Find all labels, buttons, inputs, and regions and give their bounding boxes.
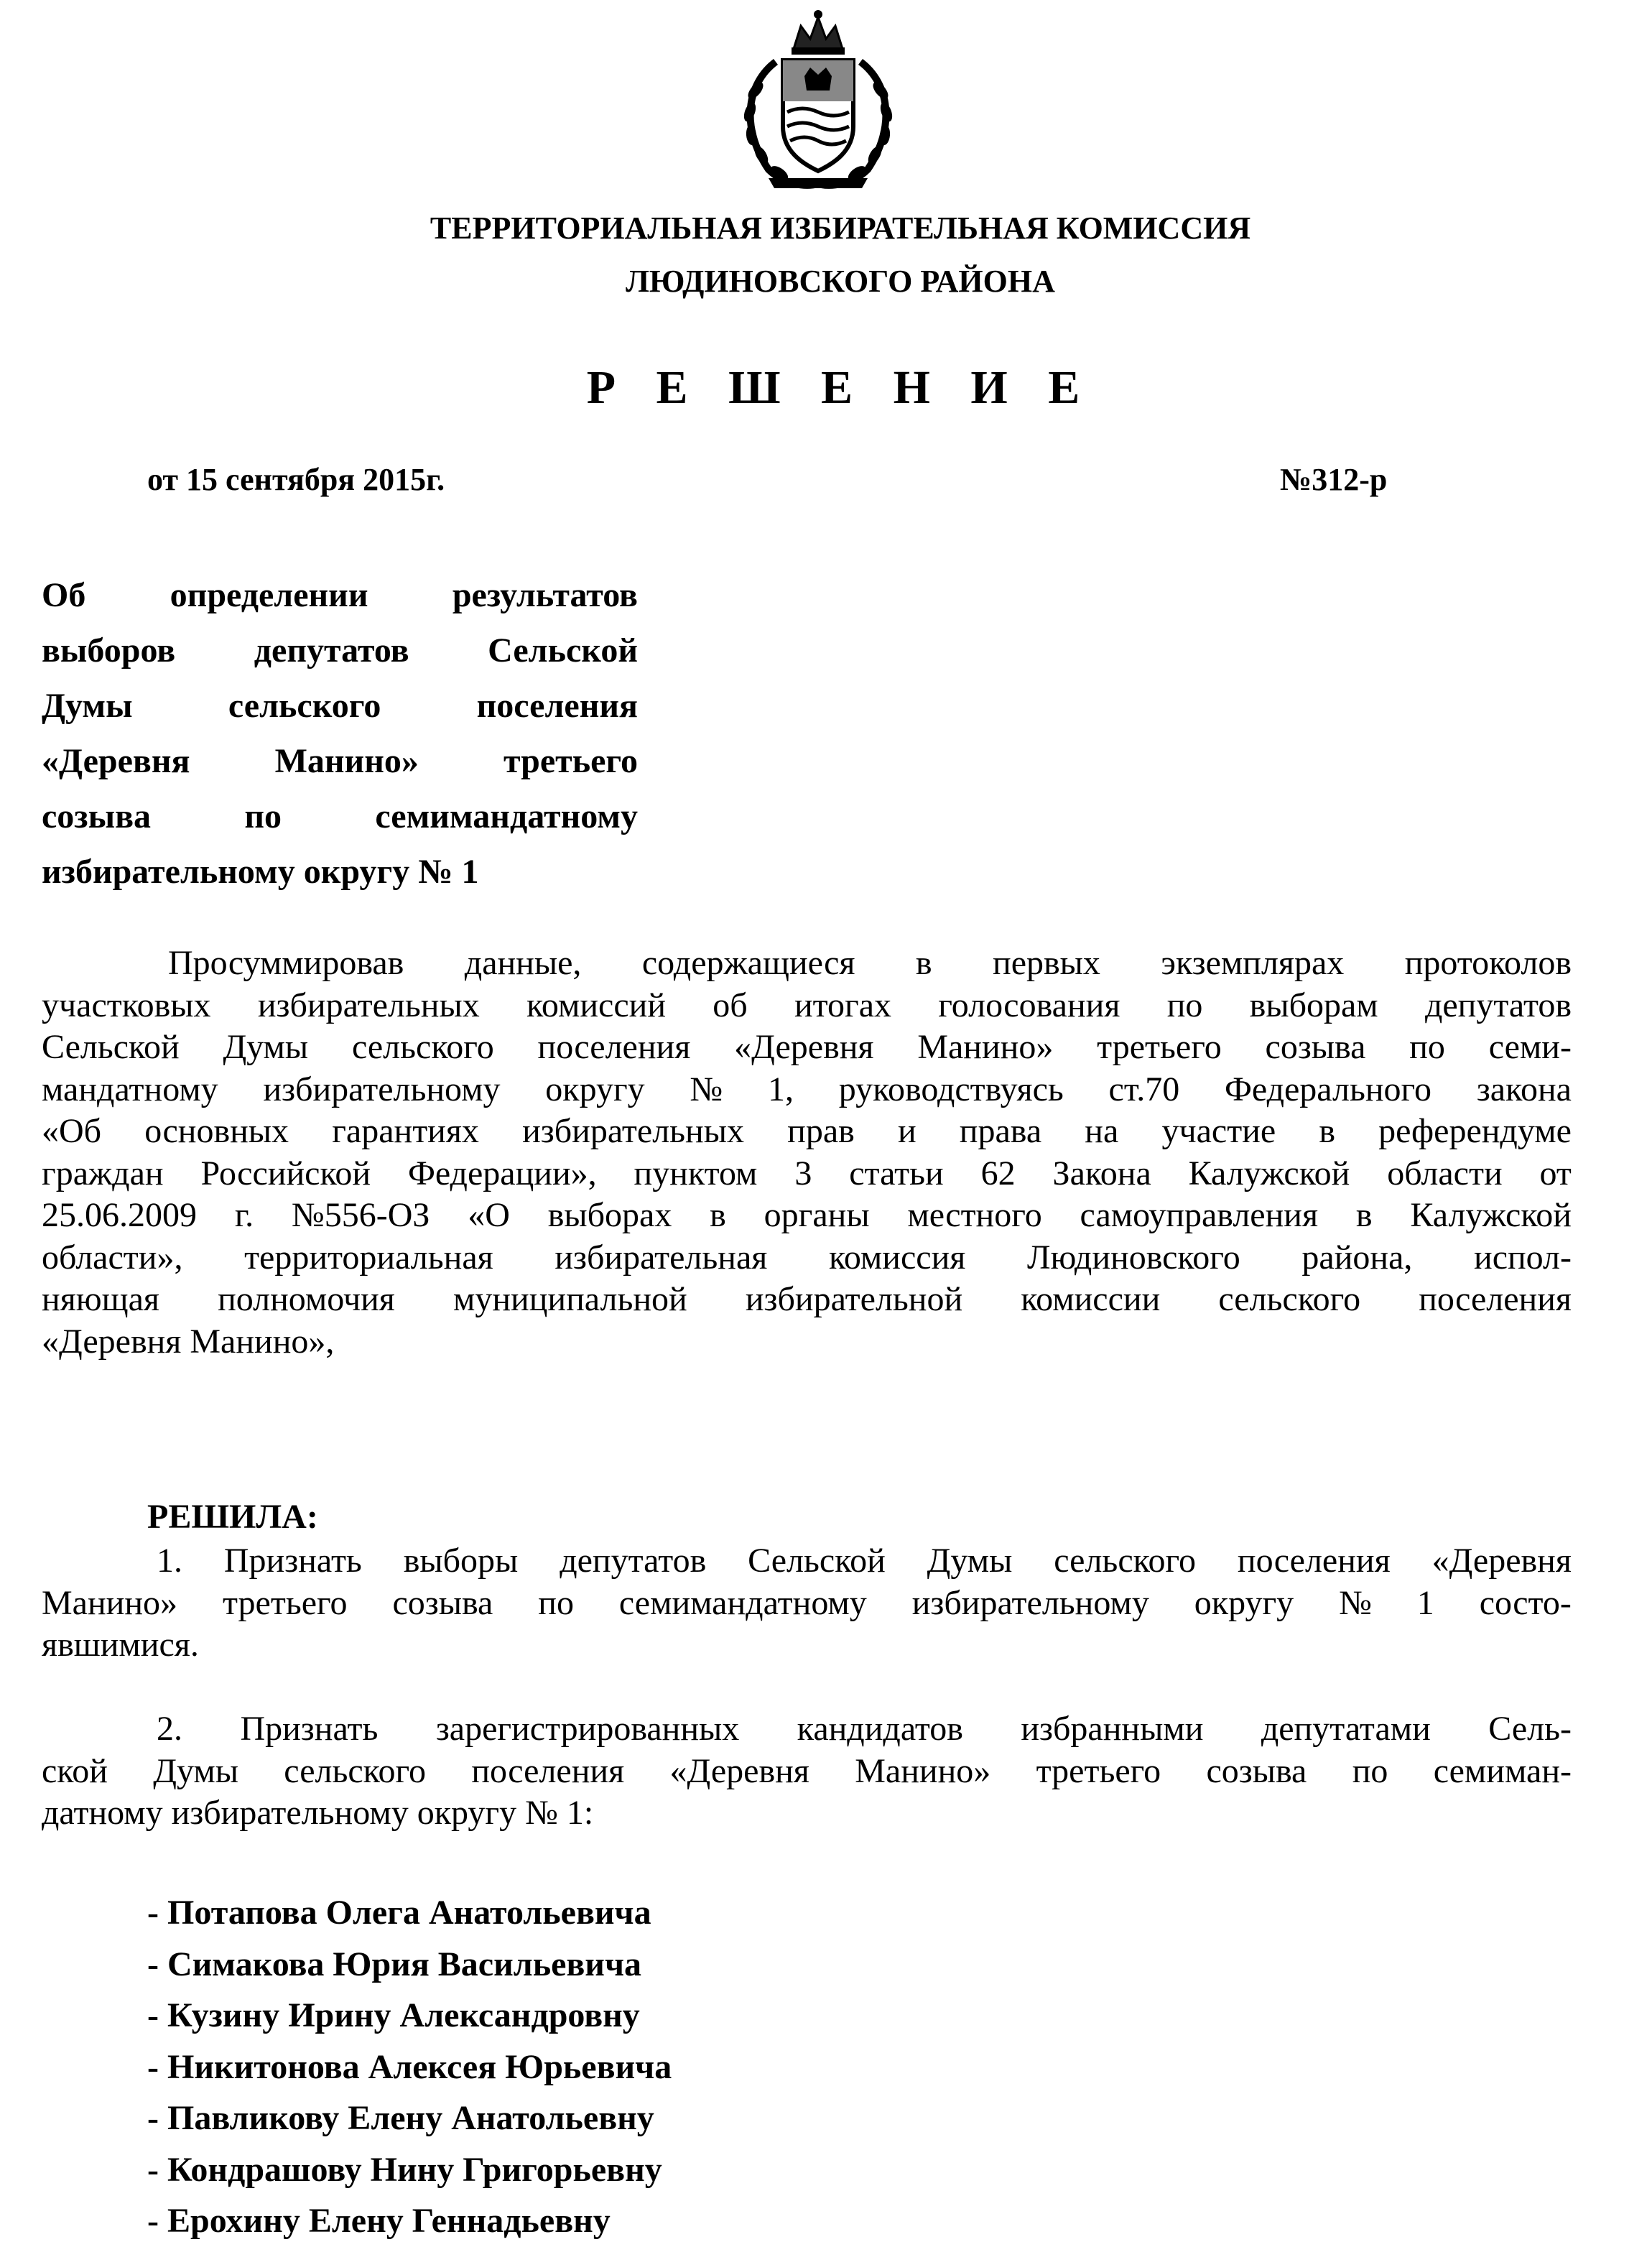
text-line: «Деревня Манино», <box>42 1322 335 1361</box>
organization-name-line2: ЛЮДИНОВСКОГО РАЙОНА <box>626 264 1055 299</box>
subject-line: созыва по семимандатному <box>42 797 638 835</box>
text-line: Манино» третьего созыва по семимандатному избирательному округу № 1 состо- <box>42 1583 1572 1622</box>
text-line: 1. Признать выборы депутатов Сельской Думы сельского поселения «Деревня <box>157 1542 1572 1580</box>
subject-line: Об определении результатов <box>42 576 638 614</box>
text-line: Сельской Думы сельского поселения «Деревня Манино» третьего созыва по семи- <box>42 1028 1572 1066</box>
elected-candidate: - Кондрашову Нину Григорьевну <box>147 2150 662 2189</box>
subject-line: «Деревня Манино» третьего <box>42 742 638 780</box>
elected-candidate: - Потапова Олега Анатольевича <box>147 1894 651 1932</box>
elected-candidate: - Кузину Ирину Александровну <box>147 1996 640 2034</box>
elected-candidate: - Павликову Елену Анатольевну <box>147 2099 654 2137</box>
text-line: датному избирательному округу № 1: <box>42 1794 594 1832</box>
text-line: явшимися. <box>42 1626 199 1664</box>
elected-candidate: - Симакова Юрия Васильевича <box>147 1945 642 1983</box>
text-line: 2. Признать зарегистрированных кандидатов избранными депутатами Сель- <box>157 1710 1572 1748</box>
text-line: участковых избирательных комиссий об итогах голосования по выборам депутатов <box>42 986 1572 1024</box>
subject-line: избирательному округу № 1 <box>42 853 479 891</box>
document-date: от 15 сентября 2015г. <box>147 462 445 497</box>
subject-line: Думы сельского поселения <box>42 687 638 725</box>
elected-list <box>147 1887 672 2247</box>
elected-candidate: - Ерохину Елену Геннадьевну <box>147 2202 611 2240</box>
item-1-paragraph <box>42 1540 1572 1667</box>
text-line: няющая полномочия муниципальной избирательной комиссии сельского поселения <box>42 1280 1572 1318</box>
subject-line: выборов депутатов Сельской <box>42 631 638 670</box>
text-line: 25.06.2009 г. №556-ОЗ «О выборах в органы местного самоуправления в Калужской <box>42 1196 1572 1234</box>
text-line: области», территориальная избирательная комиссия Людиновского района, испол- <box>42 1238 1572 1277</box>
decided-label: РЕШИЛА: <box>147 1498 318 1536</box>
text-line: ской Думы сельского поселения «Деревня Манино» третьего созыва по семиман- <box>42 1751 1572 1790</box>
document-title: Р Е Ш Е Н И Е <box>586 361 1095 414</box>
preamble-paragraph <box>42 942 1572 1363</box>
item-2-paragraph <box>42 1708 1572 1835</box>
text-line: мандатному избирательному округу № 1, руководствуясь ст.70 Федерального закона <box>42 1070 1572 1108</box>
organization-name-line1: ТЕРРИТОРИАЛЬНАЯ ИЗБИРАТЕЛЬНАЯ КОМИССИЯ <box>430 210 1251 246</box>
text-line: «Об основных гарантиях избирательных прав и права на участие в референдуме <box>42 1112 1572 1150</box>
coat-of-arms-icon <box>725 4 911 193</box>
elected-candidate: - Никитонова Алексея Юрьевича <box>147 2047 672 2086</box>
text-line: граждан Российской Федерации», пунктом 3 статьи 62 Закона Калужской области от <box>42 1154 1572 1192</box>
text-line: Просуммировав данные, содержащиеся в первых экземплярах протоколов <box>168 944 1572 982</box>
document-number: №312-р <box>1280 462 1388 497</box>
subject-block <box>42 567 638 899</box>
